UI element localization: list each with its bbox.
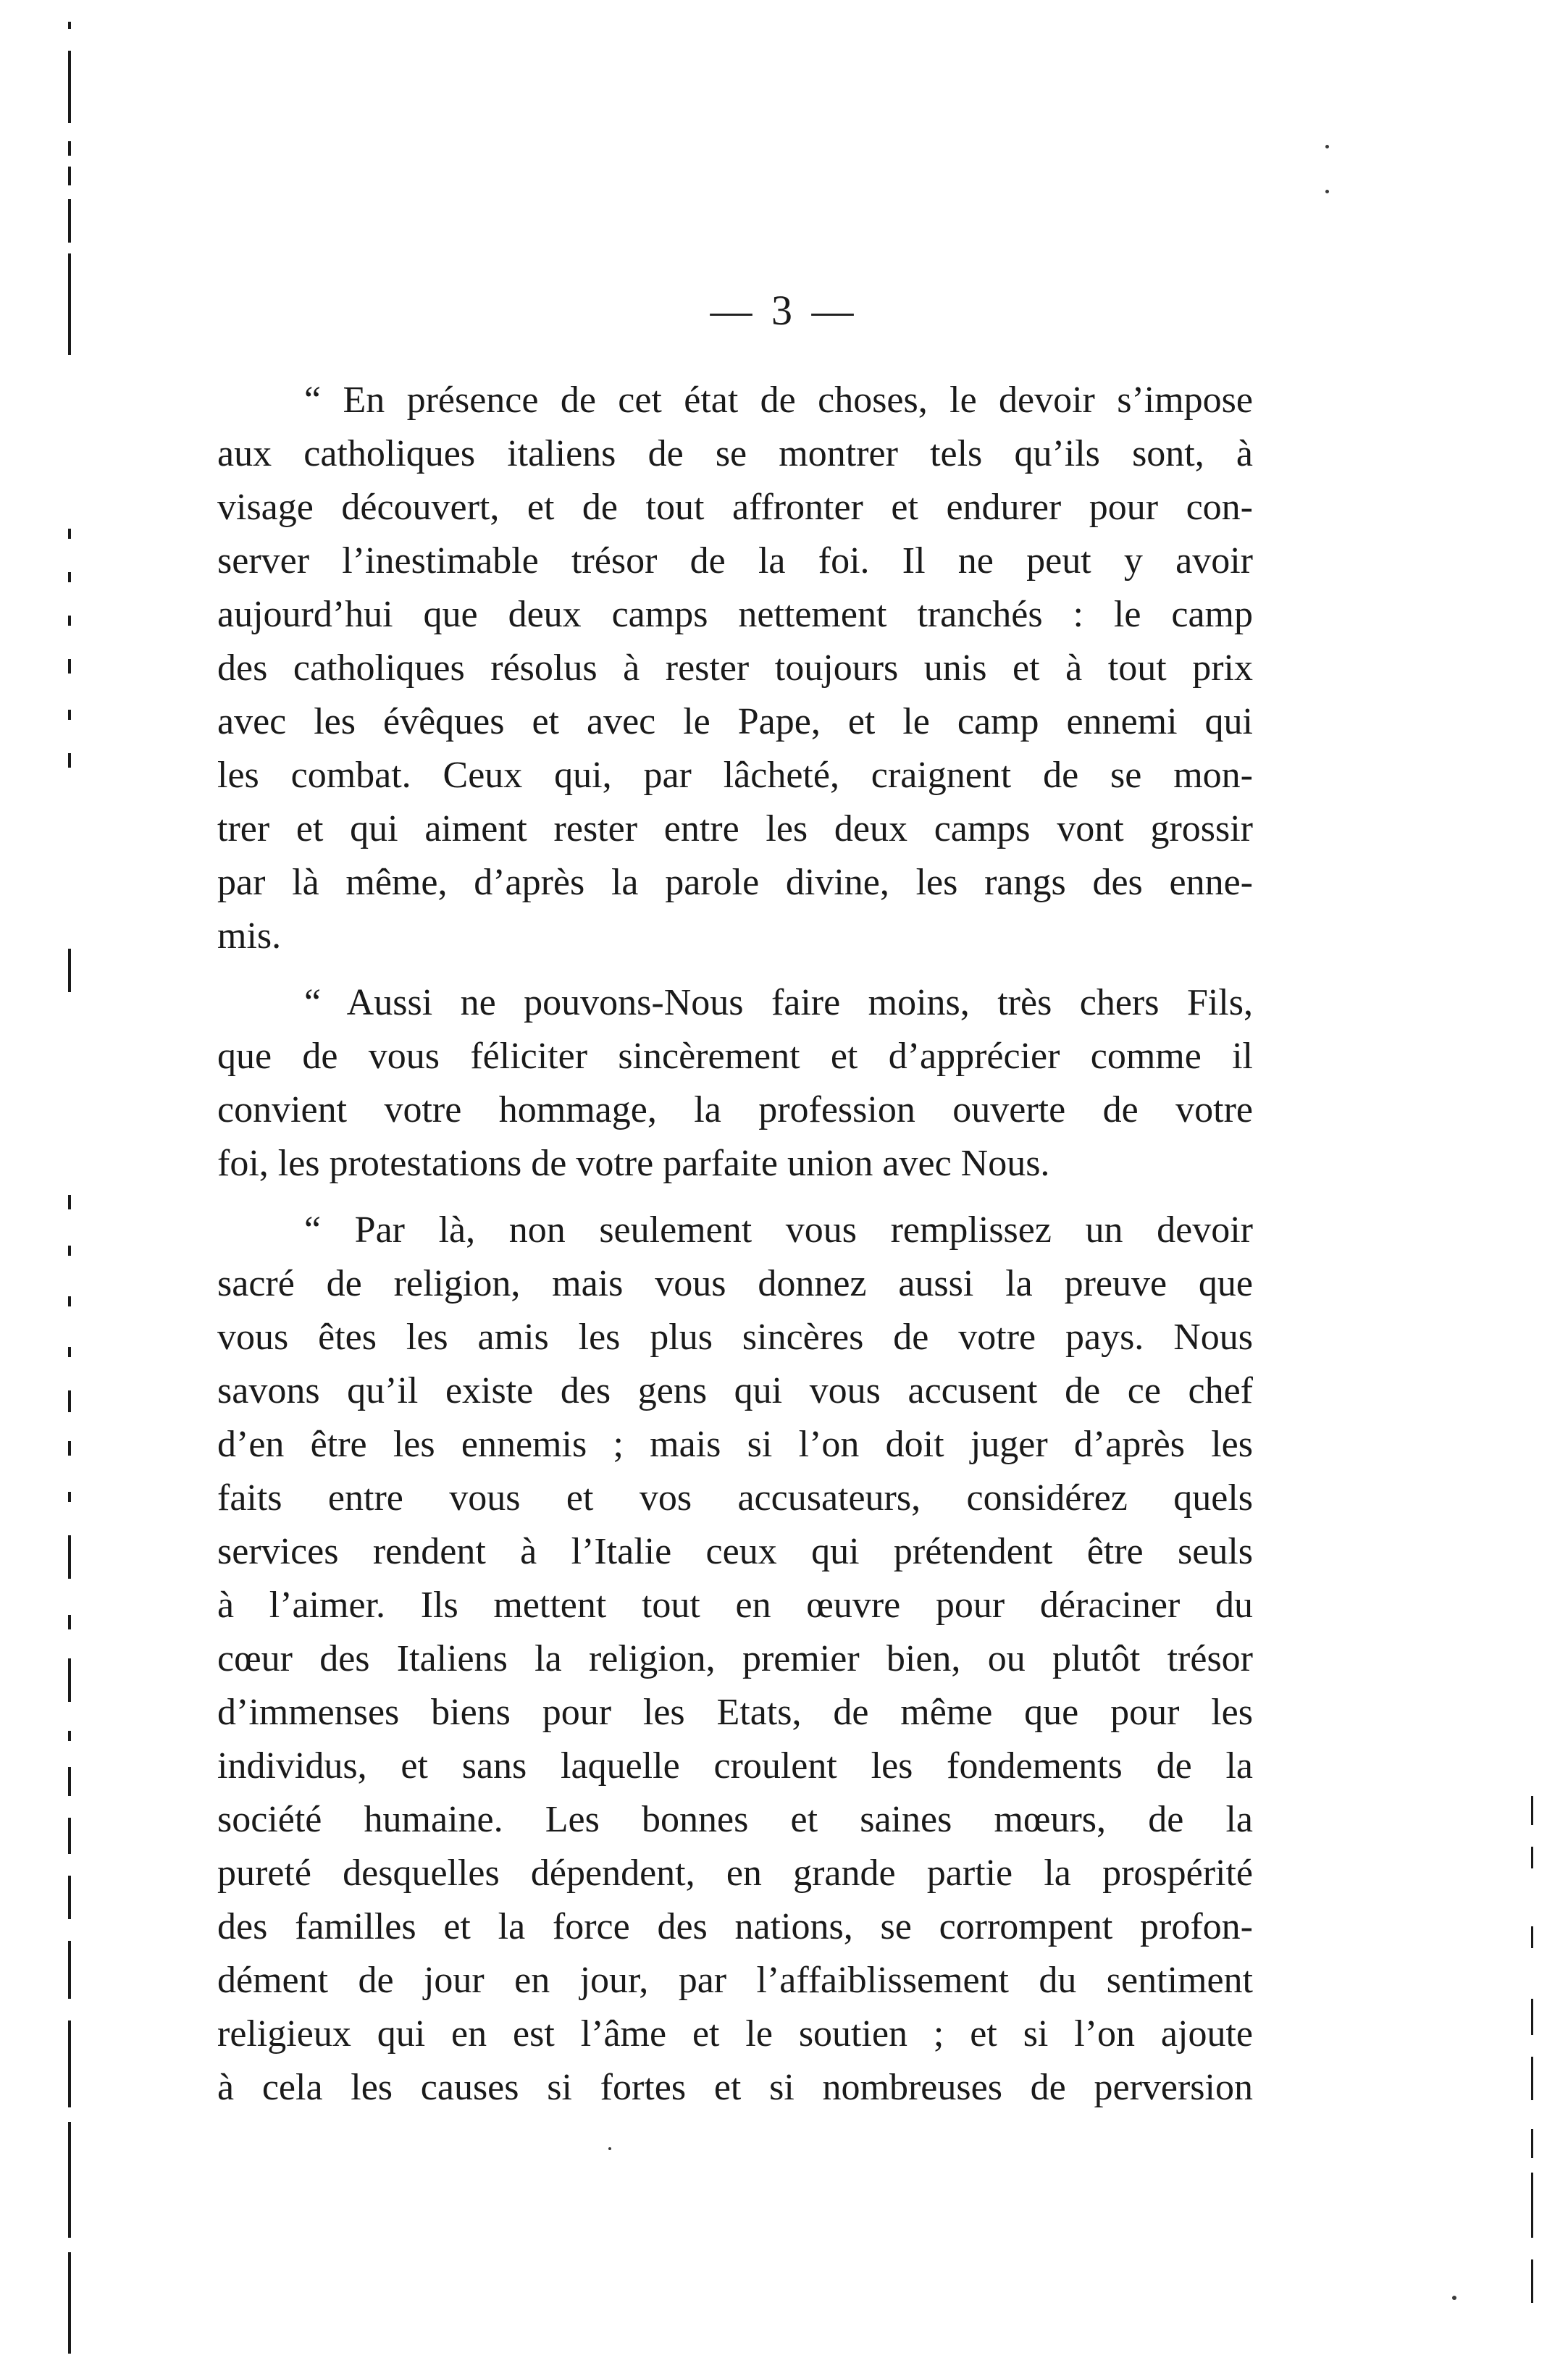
left-binding-edge [64, 22, 78, 2354]
text-line: savons qu’il existe des gens qui vous accusent de ce chef [217, 1370, 1253, 1411]
paragraph [217, 1204, 1253, 2115]
text-line: des catholiques résolus à rester toujours unis et à tout prix [217, 647, 1253, 689]
text-line: les combat. Ceux qui, par lâcheté, craignent de se mon- [217, 755, 1253, 796]
speck [1452, 2296, 1456, 2300]
text-line: à l’aimer. Ils mettent tout en œuvre pour déraciner du [217, 1585, 1253, 1626]
speck [608, 2147, 611, 2150]
text-line: “ Aussi ne pouvons-Nous faire moins, très chers Fils, [304, 982, 1253, 1023]
text-line: d’en être les ennemis ; mais si l’on doit juger d’après les [217, 1424, 1253, 1465]
text-line: server l’inestimable trésor de la foi. Il ne peut y avoir [217, 540, 1253, 582]
text-line: convient votre hommage, la profession ouverte de votre [217, 1089, 1253, 1130]
text-line: par là même, d’après la parole divine, les rangs des enne- [217, 862, 1253, 903]
text-line: religieux qui en est l’âme et le soutien ; et si l’on ajoute [217, 2013, 1253, 2055]
text-line: dément de jour en jour, par l’affaiblissement du sentiment [217, 1960, 1253, 2001]
page-number: — 3 — [710, 287, 858, 334]
text-line: trer et qui aiment rester entre les deux camps vont grossir [217, 808, 1253, 849]
text-line: à cela les causes si fortes et si nombreuses de perversion [217, 2067, 1253, 2108]
text-line: aujourd’hui que deux camps nettement tranchés : le camp [217, 594, 1253, 635]
text-line: “ En présence de cet état de choses, le devoir s’impose [304, 379, 1253, 421]
paragraph [217, 374, 1253, 963]
text-line: cœur des Italiens la religion, premier bien, ou plutôt trésor [217, 1638, 1253, 1679]
text-line: société humaine. Les bonnes et saines mœurs, de la [217, 1799, 1253, 1840]
text-line: que de vous féliciter sincèrement et d’apprécier comme il [217, 1036, 1253, 1077]
text-line: vous êtes les amis les plus sincères de votre pays. Nous [217, 1317, 1253, 1358]
text-line: “ Par là, non seulement vous remplissez un devoir [304, 1209, 1253, 1251]
text-line: faits entre vous et vos accusateurs, considérez quels [217, 1477, 1253, 1519]
text-line: visage découvert, et de tout affronter et endurer pour con- [217, 487, 1253, 528]
speck [1325, 145, 1329, 148]
text-line: individus, et sans laquelle croulent les fondements de la [217, 1745, 1253, 1787]
text-line: mis. [217, 915, 282, 957]
text-line: sacré de religion, mais vous donnez aussi la preuve que [217, 1263, 1253, 1304]
text-line: avec les évêques et avec le Pape, et le camp ennemi qui [217, 701, 1253, 742]
text-line: foi, les protestations de votre parfaite union avec Nous. [217, 1143, 1050, 1184]
body-text [217, 374, 1253, 2115]
paragraph [217, 976, 1253, 1191]
text-line: aux catholiques italiens de se montrer tels qu’ils sont, à [217, 433, 1253, 474]
text-line: services rendent à l’Italie ceux qui prétendent être seuls [217, 1531, 1253, 1572]
text-line: pureté desquelles dépendent, en grande partie la prospérité [217, 1852, 1253, 1894]
text-line: d’immenses biens pour les Etats, de même que pour les [217, 1692, 1253, 1733]
right-edge-marks [1528, 1796, 1540, 2361]
speck [1325, 190, 1329, 193]
text-line: des familles et la force des nations, se corrompent profon- [217, 1906, 1253, 1947]
